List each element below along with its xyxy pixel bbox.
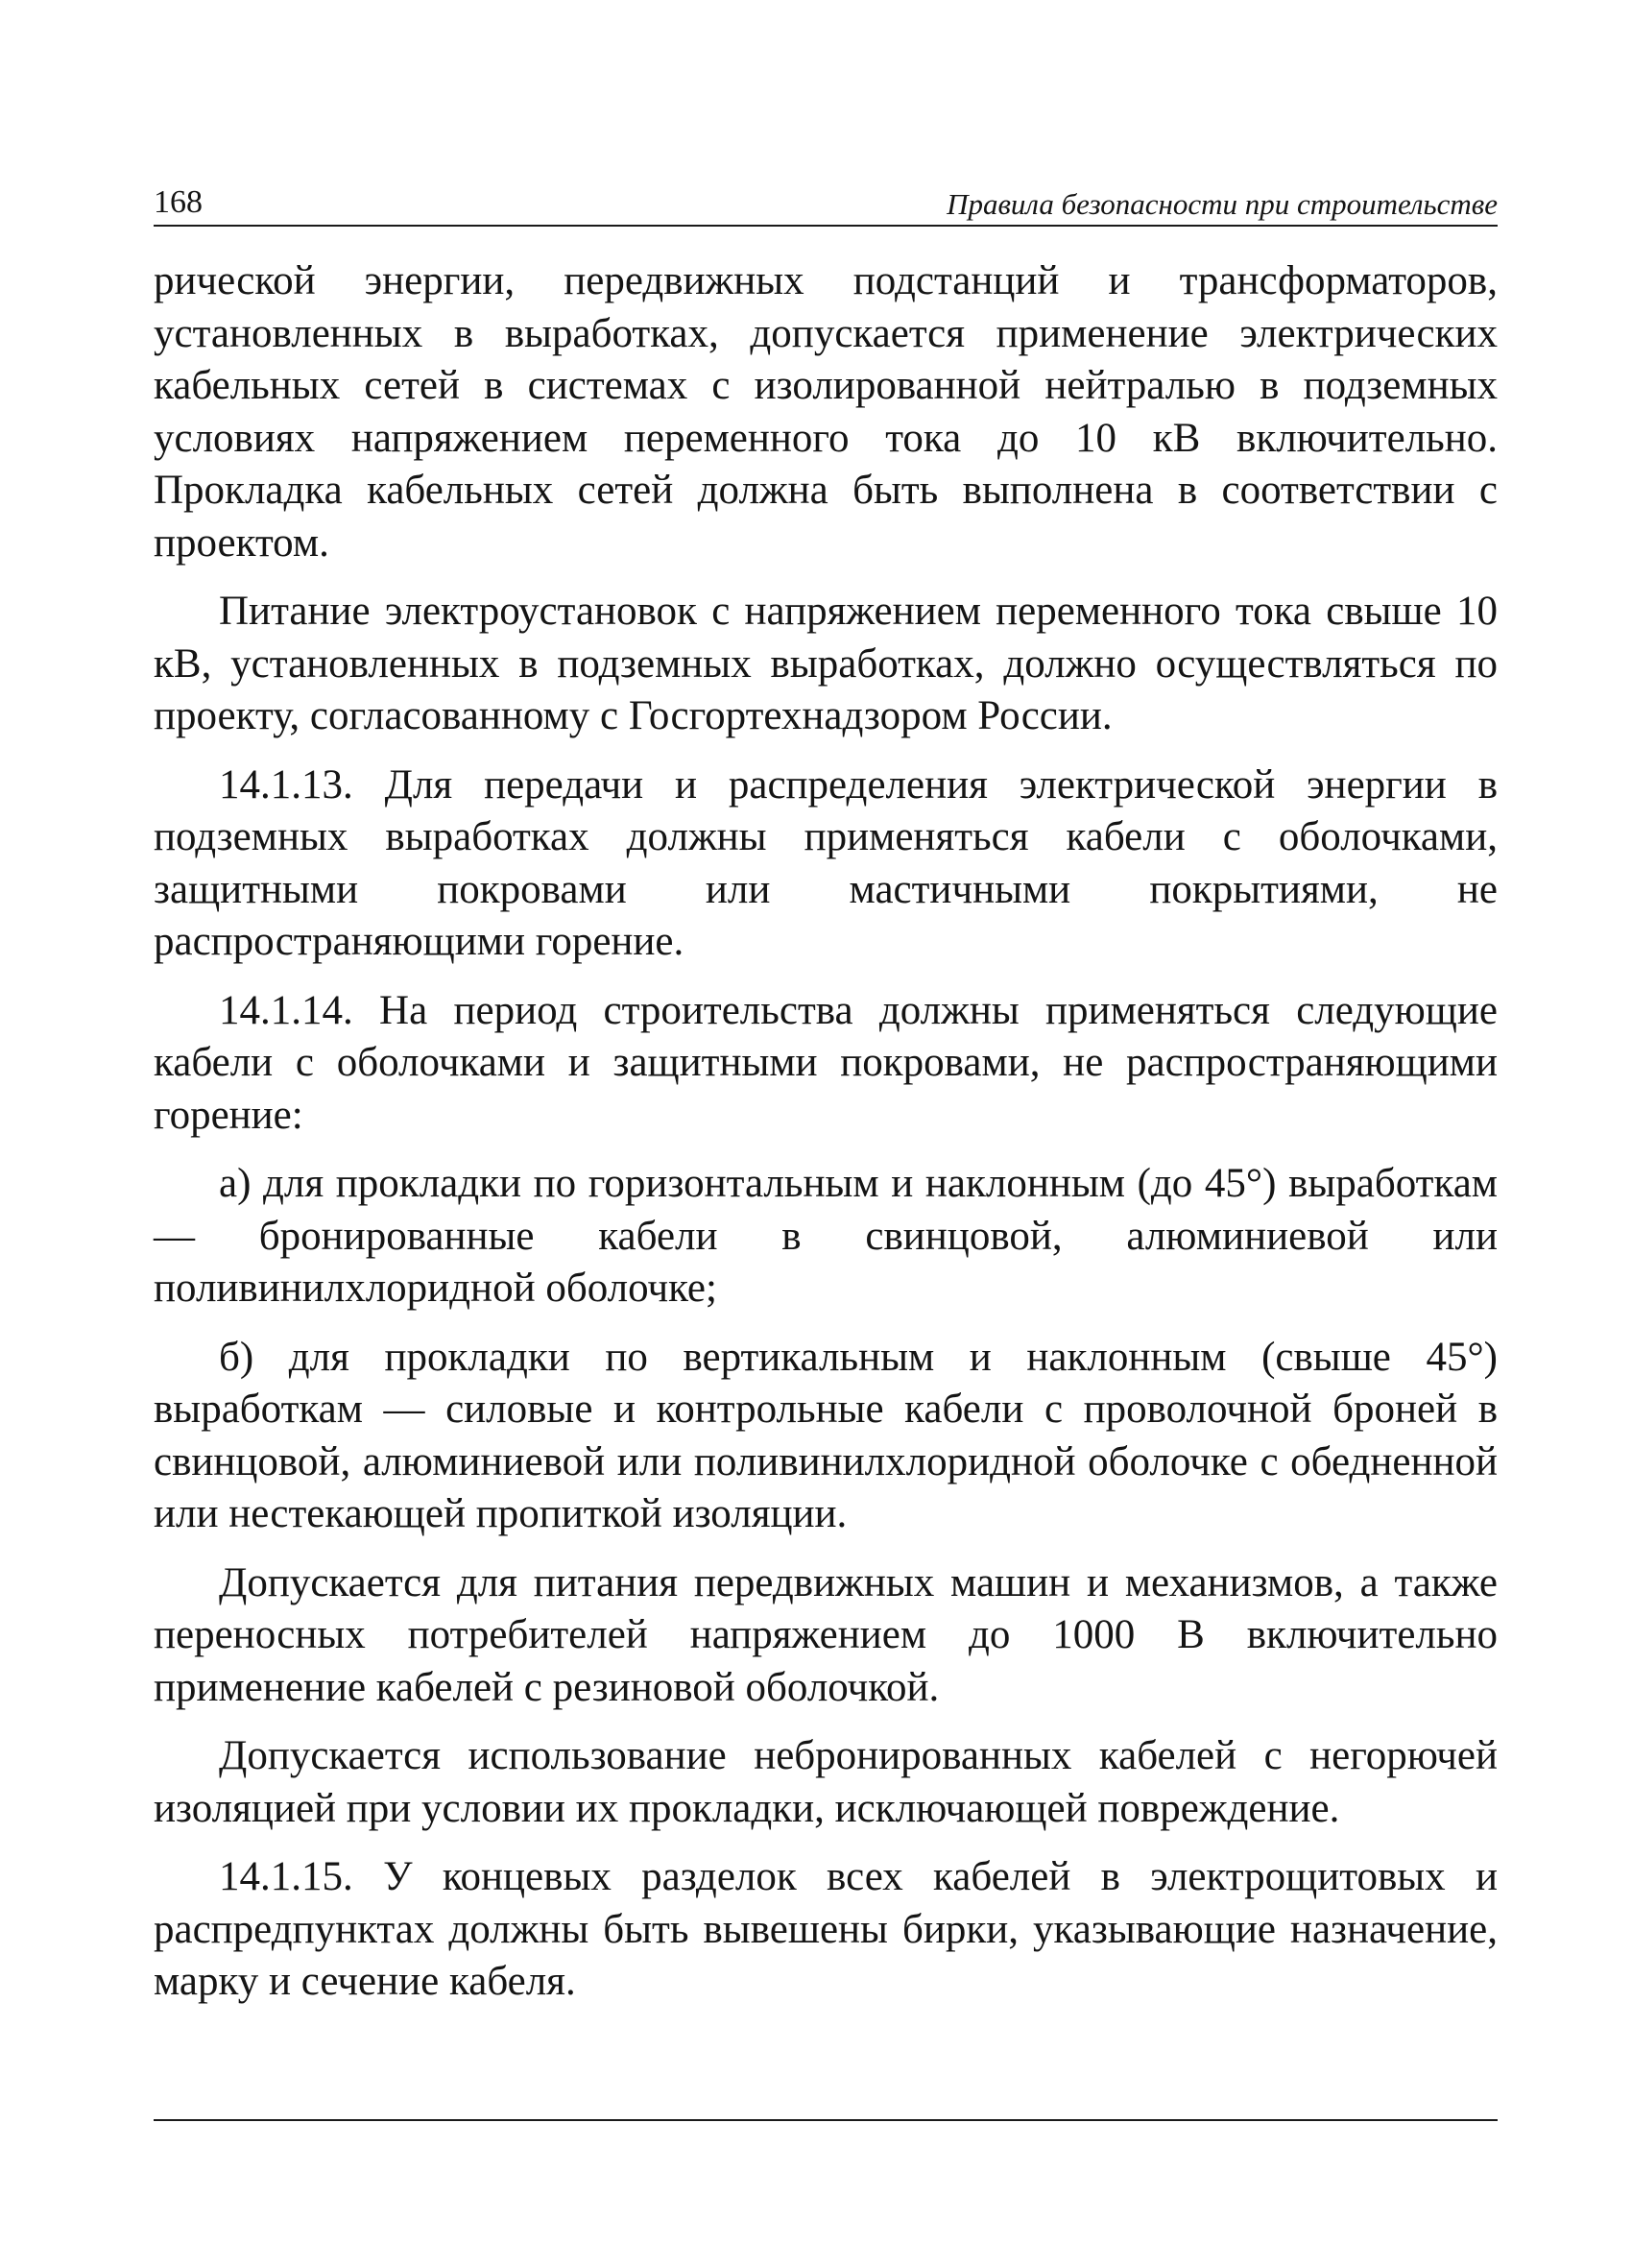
running-title: Правила безопасности при строительстве	[947, 187, 1498, 221]
paragraph-rubber-cables: Допускается для питания передвижных машин и механизмов, а также переносных потребителей напряжением до 1000 В включительно применение кабелей с резиновой оболочкой.	[154, 1559, 1498, 1710]
paragraph-14-1-15: 14.1.15. У концевых разделок всех кабелей в электрощитовых и распредпунктах должны быть вывешены бирки, указывающие назначение, марку и сечение кабеля.	[154, 1854, 1498, 2004]
paragraph-continuation: рической энергии, передвижных подстанций и трансформаторов, установленных в выработках, допускается применение электрических кабельных сетей в системах с изолированной нейтралью в подземных условиях напряжением переменного тока до 10 кВ включительно. Прокладка кабельных сетей должна быть выполнена в соответствии с проектом.	[154, 258, 1498, 566]
paragraph-14-1-14: 14.1.14. На период строительства должны применяться следующие кабели с оболочками и защитными покровами, не распространяющими горение:	[154, 987, 1498, 1138]
footer-rule	[154, 2119, 1498, 2121]
running-header	[154, 177, 1498, 227]
list-item-b: б) для прокладки по вертикальным и наклонным (свыше 45°) выработкам — силовые и контрольные кабели с проволочной броней в свинцовой, алюминиевой или поливинилхлоридной оболочке с обедненной или нестекающей пропиткой изоляции.	[154, 1334, 1498, 1536]
list-item-a: а) для прокладки по горизонтальным и наклонным (до 45°) выработкам — бронированные кабели в свинцовой, алюминиевой или поливинилхлоридной оболочке;	[154, 1161, 1498, 1311]
page-number: 168	[154, 184, 203, 220]
document-page	[154, 0, 1498, 2268]
paragraph-14-1-13: 14.1.13. Для передачи и распределения электрической энергии в подземных выработках должны применяться кабели с оболочками, защитными покровами или мастичными покрытиями, не распространяющими горение.	[154, 761, 1498, 964]
paragraph-power-supply: Питание электроустановок с напряжением переменного тока свыше 10 кВ, установленных в подземных выработках, должно осуществляться по проекту, согласованному с Госгортехнадзором России.	[154, 589, 1498, 738]
body-text	[154, 255, 1498, 2025]
paragraph-unarmored-cables: Допускается использование небронированных кабелей с негорючей изоляцией при условии их прокладки, исключающей повреждение.	[154, 1733, 1498, 1831]
